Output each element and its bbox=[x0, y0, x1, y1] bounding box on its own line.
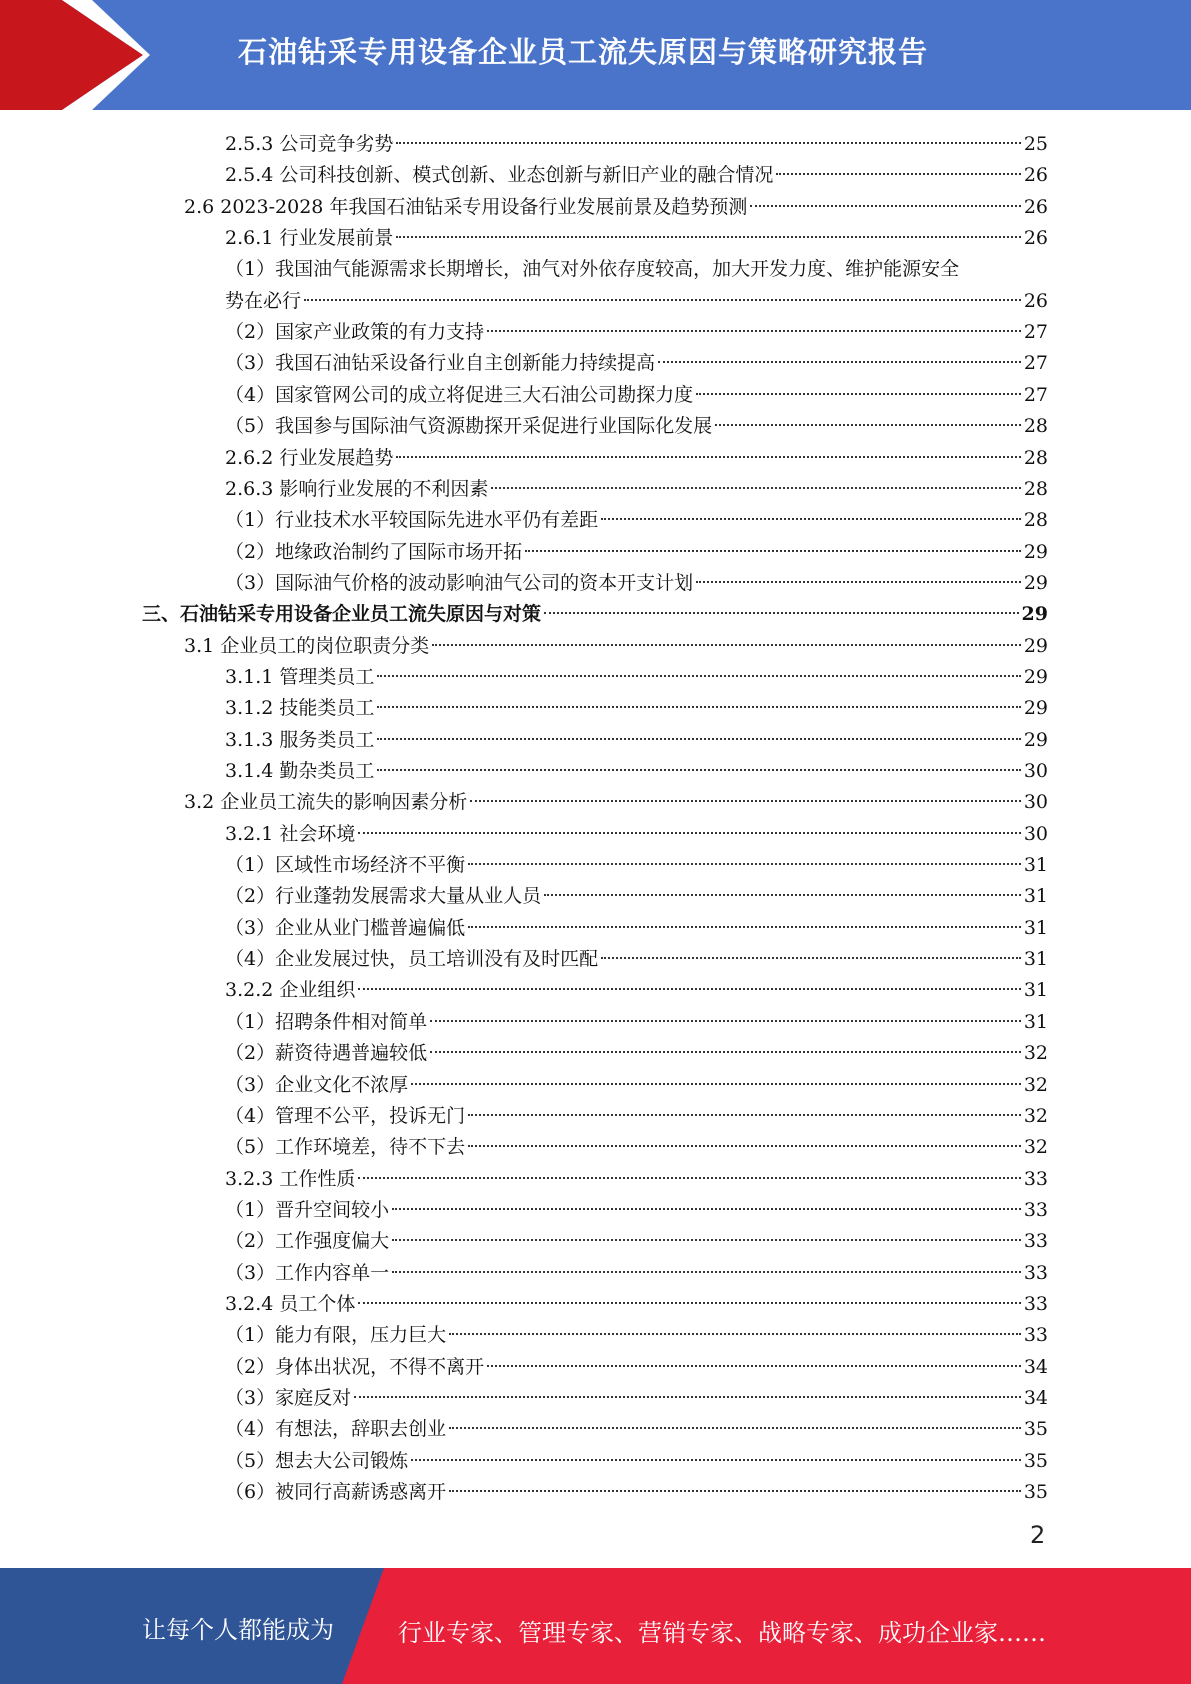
toc-entry[interactable] bbox=[225, 975, 1048, 1006]
toc-page-number: 26 bbox=[1023, 195, 1048, 218]
toc-entry[interactable] bbox=[225, 1352, 1048, 1383]
toc-entry-text: （4）企业发展过快，员工培训没有及时匹配 bbox=[225, 948, 599, 971]
toc-entry[interactable] bbox=[225, 568, 1048, 599]
page-footer bbox=[0, 1568, 1191, 1684]
toc-entry-text: （3）我国石油钻采设备行业自主创新能力持续提高 bbox=[225, 352, 656, 375]
toc-entry[interactable] bbox=[184, 192, 1048, 223]
toc-entry-text: 势在必行 bbox=[225, 289, 302, 312]
toc-page-number: 28 bbox=[1023, 415, 1048, 438]
toc-page-number: 27 bbox=[1023, 383, 1048, 406]
toc-leader-dots bbox=[449, 1490, 1021, 1492]
toc-page-number: 31 bbox=[1023, 854, 1048, 877]
footer-slogan-left: 让每个人都能成为 bbox=[142, 1616, 334, 1644]
page-number: 2 bbox=[1030, 1521, 1046, 1549]
toc-page-number: 30 bbox=[1023, 822, 1048, 845]
toc-leader-dots bbox=[696, 393, 1021, 395]
toc-entry-text: 2.6.1 行业发展前景 bbox=[225, 227, 394, 250]
toc-leader-dots bbox=[430, 1020, 1021, 1022]
toc-page-number: 29 bbox=[1023, 571, 1048, 594]
toc-entry-text: （2）薪资待遇普遍较低 bbox=[225, 1042, 428, 1065]
toc-entry[interactable] bbox=[225, 1258, 1048, 1289]
toc-entry[interactable] bbox=[225, 380, 1048, 411]
toc-entry-text: 3.2.1 社会环境 bbox=[225, 822, 356, 845]
toc-entry-text: （3）工作内容单一 bbox=[225, 1261, 390, 1284]
toc-entry-text: 3.2 企业员工流失的影响因素分析 bbox=[184, 791, 468, 814]
toc-page-number: 31 bbox=[1023, 1010, 1048, 1033]
toc-entry-text: 2.6.2 行业发展趋势 bbox=[225, 446, 394, 469]
toc-page-number: 26 bbox=[1023, 289, 1048, 312]
toc-leader-dots bbox=[487, 330, 1021, 332]
toc-entry-text: （6）被同行高薪诱惑离开 bbox=[225, 1481, 447, 1504]
toc-entry-text: （2）行业蓬勃发展需求大量从业人员 bbox=[225, 885, 542, 908]
toc-entry[interactable] bbox=[225, 1446, 1048, 1477]
toc-entry-text: 3.1 企业员工的岗位职责分类 bbox=[184, 634, 430, 657]
toc-leader-dots bbox=[776, 173, 1020, 175]
toc-entry-text: （3）家庭反对 bbox=[225, 1387, 352, 1409]
toc-entry[interactable] bbox=[225, 662, 1048, 693]
toc-leader-dots bbox=[449, 1427, 1021, 1429]
toc-entry[interactable] bbox=[225, 443, 1048, 474]
toc-page-number: 33 bbox=[1023, 1324, 1048, 1347]
toc-entry[interactable] bbox=[225, 913, 1048, 944]
toc-page-number: 35 bbox=[1023, 1481, 1048, 1504]
toc-page-number: 32 bbox=[1023, 1136, 1048, 1159]
toc-leader-dots bbox=[470, 800, 1021, 802]
toc-entry-text: （2）国家产业政策的有力支持 bbox=[225, 321, 485, 344]
toc-entry-text: 3.2.2 企业组织 bbox=[225, 979, 356, 1002]
toc-page-number: 25 bbox=[1023, 133, 1048, 155]
toc-page-number: 32 bbox=[1023, 1042, 1048, 1065]
toc-entry-text: 3.1.3 服务类员工 bbox=[225, 728, 375, 751]
toc-entry-text: 3.1.1 管理类员工 bbox=[225, 665, 375, 688]
toc-leader-dots bbox=[358, 1302, 1020, 1304]
toc-leader-dots bbox=[392, 1239, 1021, 1241]
toc-page-number: 34 bbox=[1023, 1387, 1048, 1409]
toc-page-number: 27 bbox=[1023, 352, 1048, 375]
toc-entry-text: （1）行业技术水平较国际先进水平仍有差距 bbox=[225, 509, 599, 532]
footer-slogan-right: 行业专家、管理专家、营销专家、战略专家、成功企业家…… bbox=[398, 1619, 1046, 1647]
toc-entry[interactable] bbox=[225, 1195, 1048, 1226]
toc-leader-dots bbox=[358, 1177, 1020, 1179]
toc-entry[interactable] bbox=[225, 1383, 1048, 1414]
toc-leader-dots bbox=[449, 1333, 1021, 1335]
toc-entry-text: 2.6.3 影响行业发展的不利因素 bbox=[225, 477, 489, 500]
toc-entry-text: （1）晋升空间较小 bbox=[225, 1198, 390, 1221]
toc-page-number: 29 bbox=[1021, 603, 1048, 626]
toc-entry-text: （1）招聘条件相对简单 bbox=[225, 1010, 428, 1033]
toc-page-number: 35 bbox=[1023, 1449, 1048, 1472]
toc-page-number: 33 bbox=[1023, 1230, 1048, 1253]
toc-entry-text: 3.2.3 工作性质 bbox=[225, 1167, 356, 1190]
toc-entry-text: （1）区域性市场经济不平衡 bbox=[225, 854, 466, 877]
toc-page-number: 33 bbox=[1023, 1198, 1048, 1221]
toc-entry[interactable] bbox=[225, 1164, 1048, 1195]
toc-entry-text: （3）企业从业门槛普遍偏低 bbox=[225, 916, 466, 939]
toc-leader-dots bbox=[468, 1114, 1021, 1116]
report-title: 石油钻采专用设备企业员工流失原因与策略研究报告 bbox=[238, 35, 929, 69]
toc-entry[interactable] bbox=[225, 286, 1048, 317]
toc-entry-text: （4）管理不公平，投诉无门 bbox=[225, 1104, 466, 1127]
toc-leader-dots bbox=[392, 1208, 1021, 1210]
toc-leader-dots bbox=[750, 205, 1020, 207]
toc-page-number: 26 bbox=[1023, 227, 1048, 250]
toc-leader-dots bbox=[430, 1051, 1021, 1053]
toc-entry[interactable] bbox=[225, 1038, 1048, 1069]
toc-entry[interactable] bbox=[225, 881, 1048, 912]
toc-entry[interactable] bbox=[184, 631, 1048, 662]
toc-page-number: 27 bbox=[1023, 321, 1048, 344]
toc-leader-dots bbox=[468, 1145, 1021, 1147]
toc-page-number: 28 bbox=[1023, 509, 1048, 532]
toc-entry[interactable] bbox=[225, 819, 1048, 850]
toc-entry[interactable] bbox=[225, 1320, 1048, 1351]
toc-leader-dots bbox=[411, 1459, 1021, 1461]
toc-leader-dots bbox=[358, 832, 1020, 834]
toc-leader-dots bbox=[468, 863, 1021, 865]
toc-entry[interactable] bbox=[225, 693, 1048, 724]
toc-entry-text: （4）国家管网公司的成立将促进三大石油公司勘探力度 bbox=[225, 383, 694, 406]
toc-entry[interactable] bbox=[225, 1070, 1048, 1101]
toc-page-number: 28 bbox=[1023, 446, 1048, 469]
toc-page-number: 31 bbox=[1023, 948, 1048, 971]
toc-entry[interactable] bbox=[225, 944, 1048, 975]
toc-entry[interactable] bbox=[225, 1414, 1048, 1445]
toc-entry[interactable] bbox=[142, 599, 1048, 630]
toc-entry-text: （4）有想法，辞职去创业 bbox=[225, 1418, 447, 1441]
toc-page-number: 31 bbox=[1023, 916, 1048, 939]
toc-entry[interactable] bbox=[225, 1132, 1048, 1163]
toc-leader-dots bbox=[601, 518, 1021, 520]
toc-page-number: 33 bbox=[1023, 1261, 1048, 1284]
toc-entry-text: 3.2.4 员工个体 bbox=[225, 1292, 356, 1315]
toc-leader-dots bbox=[358, 988, 1020, 990]
toc-entry[interactable] bbox=[225, 129, 1048, 160]
toc-leader-dots bbox=[354, 1396, 1021, 1398]
toc-entry-text: 3.1.4 勤杂类员工 bbox=[225, 760, 375, 782]
toc-page-number: 29 bbox=[1023, 728, 1048, 751]
toc-entry[interactable] bbox=[225, 1101, 1048, 1132]
toc-leader-dots bbox=[544, 612, 1019, 614]
toc-page-number: 33 bbox=[1023, 1167, 1048, 1190]
toc-page-number: 35 bbox=[1023, 1418, 1048, 1441]
toc-page-number: 30 bbox=[1023, 760, 1048, 782]
toc-page-number: 29 bbox=[1023, 540, 1048, 563]
toc-leader-dots bbox=[377, 675, 1020, 677]
toc-entry-text: （5）我国参与国际油气资源勘探开采促进行业国际化发展 bbox=[225, 415, 713, 438]
toc-entry[interactable] bbox=[225, 756, 1048, 787]
toc-entry[interactable] bbox=[225, 1226, 1048, 1257]
toc-leader-dots bbox=[601, 957, 1021, 959]
toc-entry[interactable] bbox=[184, 787, 1048, 818]
toc-entry-text: 2.5.4 公司科技创新、模式创新、业态创新与新旧产业的融合情况 bbox=[225, 164, 774, 187]
toc-page-number: 34 bbox=[1023, 1355, 1048, 1378]
toc-entry[interactable] bbox=[225, 474, 1048, 505]
toc-page-number: 26 bbox=[1023, 164, 1048, 187]
page-header bbox=[0, 0, 1191, 110]
toc-leader-dots bbox=[491, 487, 1020, 489]
toc-entry-text: 三、石油钻采专用设备企业员工流失原因与对策 bbox=[142, 603, 542, 626]
toc-leader-dots bbox=[525, 550, 1021, 552]
toc-page-number: 33 bbox=[1023, 1292, 1048, 1315]
toc-page-number: 29 bbox=[1023, 634, 1048, 657]
toc-entry[interactable] bbox=[225, 850, 1048, 881]
toc-entry[interactable] bbox=[225, 537, 1048, 568]
toc-entry-text: （2）工作强度偏大 bbox=[225, 1230, 390, 1253]
toc-entry-text-line1: （1）我国油气能源需求长期增长，油气对外依存度较高，加大开发力度、维护能源安全 bbox=[225, 258, 960, 281]
toc-entry-text: （5）想去大公司锻炼 bbox=[225, 1449, 409, 1472]
toc-entry[interactable] bbox=[225, 411, 1048, 442]
toc-entry-text: （2）地缘政治制约了国际市场开拓 bbox=[225, 540, 523, 563]
toc-page-number: 28 bbox=[1023, 477, 1048, 500]
toc-entry-text: 3.1.2 技能类员工 bbox=[225, 697, 375, 720]
toc-entry-text: （3）国际油气价格的波动影响油气公司的资本开支计划 bbox=[225, 571, 694, 594]
toc-leader-dots bbox=[715, 424, 1021, 426]
toc-entry[interactable] bbox=[225, 1289, 1048, 1320]
toc-entry[interactable] bbox=[225, 1007, 1048, 1038]
toc-page-number: 29 bbox=[1023, 665, 1048, 688]
toc-leader-dots bbox=[377, 738, 1020, 740]
toc-entry-text: 2.6 2023-2028 年我国石油钻采专用设备行业发展前景及趋势预测 bbox=[184, 195, 748, 218]
toc-leader-dots bbox=[696, 581, 1021, 583]
toc-leader-dots bbox=[658, 361, 1021, 363]
toc-page-number: 30 bbox=[1023, 791, 1048, 814]
toc-entry-text: （1）能力有限，压力巨大 bbox=[225, 1324, 447, 1347]
toc-entry-text: （5）工作环境差，待不下去 bbox=[225, 1136, 466, 1159]
toc-entry[interactable] bbox=[225, 348, 1048, 379]
toc-leader-dots bbox=[396, 456, 1020, 458]
toc-page-number: 32 bbox=[1023, 1073, 1048, 1096]
toc-page-number: 31 bbox=[1023, 979, 1048, 1002]
toc-entry[interactable] bbox=[225, 223, 1048, 254]
toc-leader-dots bbox=[396, 142, 1020, 144]
toc-leader-dots bbox=[304, 299, 1021, 301]
toc-entry[interactable] bbox=[225, 505, 1048, 536]
toc-entry[interactable] bbox=[225, 317, 1048, 348]
toc-page-number: 31 bbox=[1023, 885, 1048, 908]
toc-leader-dots bbox=[396, 236, 1020, 238]
toc-leader-dots bbox=[377, 706, 1020, 708]
toc-entry[interactable] bbox=[225, 160, 1048, 191]
toc-leader-dots bbox=[544, 894, 1021, 896]
toc-leader-dots bbox=[411, 1083, 1021, 1085]
toc-leader-dots bbox=[432, 644, 1021, 646]
toc-entry[interactable] bbox=[225, 1477, 1048, 1508]
toc-entry-text: （2）身体出状况，不得不离开 bbox=[225, 1355, 485, 1378]
toc-leader-dots bbox=[468, 926, 1021, 928]
toc-leader-dots bbox=[377, 769, 1020, 771]
toc-leader-dots bbox=[487, 1365, 1021, 1367]
toc-page-number: 32 bbox=[1023, 1104, 1048, 1127]
toc-entry-text: （3）企业文化不浓厚 bbox=[225, 1073, 409, 1096]
toc-leader-dots bbox=[392, 1271, 1021, 1273]
toc-page-number: 29 bbox=[1023, 697, 1048, 720]
toc-entry-text: 2.5.3 公司竞争劣势 bbox=[225, 133, 394, 155]
toc-entry[interactable] bbox=[225, 725, 1048, 756]
